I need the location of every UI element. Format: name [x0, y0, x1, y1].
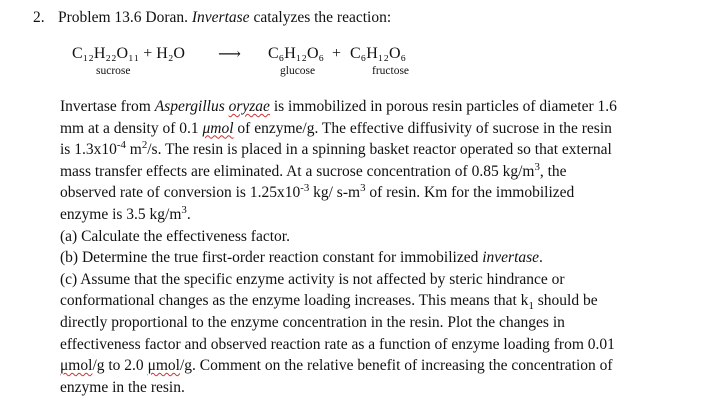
text-line: Invertase from Aspergillus oryzae is immobilized in porous resin particles of diameter 1.6 [60, 98, 617, 115]
glucose-formula: C₆H₁₂O₆ [268, 45, 325, 62]
part-b: (b) Determine the true first-order reaction constant for immobilized invertase. [60, 249, 543, 267]
problem-title-rest: catalyzes the reaction: [249, 9, 392, 26]
part-a: (a) Calculate the effectiveness factor. [60, 227, 290, 245]
problem-number: 2. [33, 9, 45, 26]
text-line: is $1.3x10^{-4}$ $m^2/s$. The resin is placed in a spinning basket reactor operated so that external [60, 139, 612, 159]
plus-sign: + [332, 45, 342, 62]
text-line: directly proportional to the enzyme concentration in the resin. Plot the changes in [60, 313, 565, 331]
glucose-label: glucose [280, 65, 316, 77]
problem-heading [33, 8, 391, 28]
text-line: enzyme in the resin. [60, 378, 185, 396]
text-line: mm at a density of 0.1 μmol of enzyme/g. The effective diffusivity of sucrose in the resin [60, 119, 612, 137]
text-line: mass transfer effects are eliminated. At a sucrose concentration of 0.85 $kg/m^3$, the [60, 160, 567, 180]
problem-body [60, 96, 696, 398]
problem-title: Problem 13.6 Doran. [58, 9, 192, 26]
sucrose-label: sucrose [96, 65, 131, 77]
reaction-arrow: ⟶ [218, 46, 241, 63]
text-line: μmol/g to 2.0 μmol/g. Comment on the relative benefit of increasing the concentration of [60, 357, 613, 375]
fructose-label: fructose [372, 65, 410, 77]
fructose-formula: C₆H₁₂O₆ [350, 45, 407, 62]
text-line: enzyme is 3.5 $kg/m^3$. [60, 203, 191, 223]
problem-title-enzyme: Invertase [191, 9, 250, 26]
text-line: effectiveness factor and observed reaction rate as a function of enzyme loading from 0.01 [60, 335, 615, 353]
reactants-formula: C₁₂H₂₂O₁₁ + H₂O [72, 45, 185, 62]
part-c: (c) Assume that the specific enzyme activity is not affected by steric hindrance or [60, 270, 565, 288]
text-line: observed rate of conversion is $1.25x10^{-3}$ kg/ $s-m^3$ of resin. Km for the immobilized [60, 182, 575, 202]
text-line: conformational changes as the enzyme loading increases. This means that $k_1$ should be [60, 292, 598, 313]
